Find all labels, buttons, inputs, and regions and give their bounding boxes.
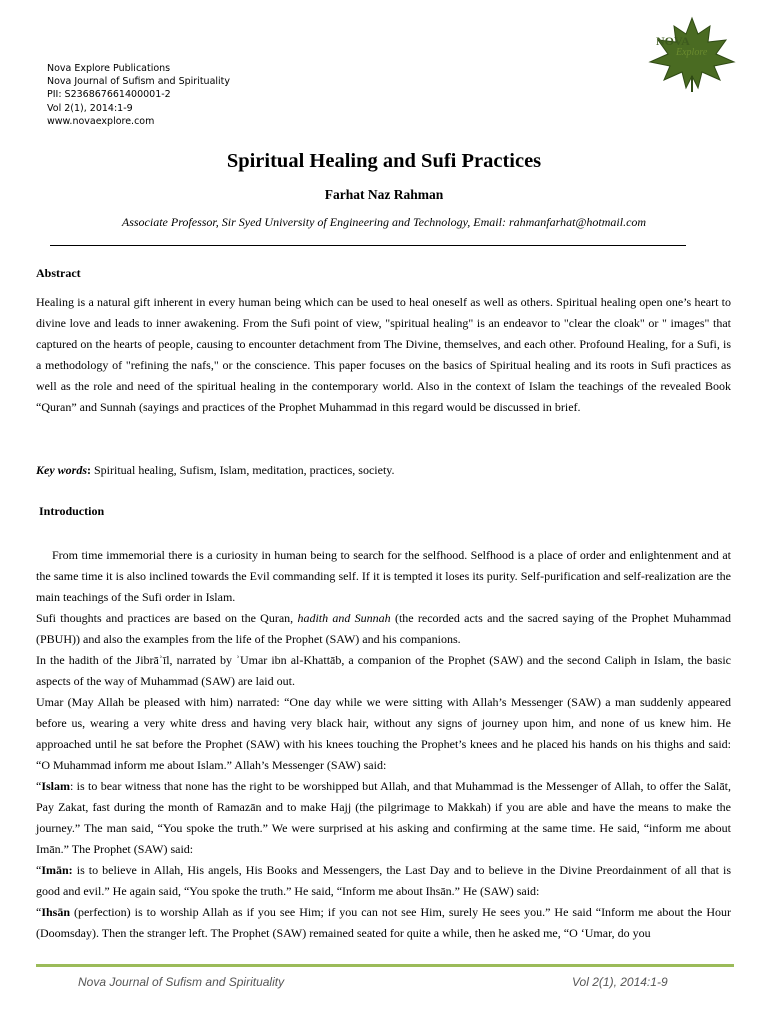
volume-info: Vol 2(1), 2014:1-9 — [47, 102, 133, 114]
footer-volume: Vol 2(1), 2014:1-9 — [572, 975, 668, 989]
footer-journal: Nova Journal of Sufism and Spirituality — [78, 975, 285, 989]
iman-definition: is to believe in Allah, His angels, His Books and Messengers, the Last Day and to believe in the Divine Preordainment of all that is good and evil.” He again said, “You spoke the truth.” He said, “Inform me about Ihsān.” He (SAW) said: — [36, 863, 731, 898]
keywords-line: Key words: Spiritual healing, Sufism, Islam, meditation, practices, society. — [36, 463, 395, 477]
term-islam: Islam — [41, 779, 70, 793]
publisher-name: Nova Explore Publications — [47, 63, 171, 74]
pii-code: PII: S236867661400001-2 — [47, 89, 171, 101]
footer-divider — [36, 964, 734, 967]
ihsan-definition: (perfection) is to worship Allah as if you see Him; if you can not see Him, surely He sees you.” He said “Inform me about the Hour (Doomsday). Then the stranger left. The Prophet (SAW) remained seated for quite a while, then he asked me, “O ‘Umar, do you — [36, 905, 731, 940]
intro-p2-text-a: Sufi thoughts and practices are based on the Quran, — [36, 611, 298, 625]
intro-paragraph-ihsan — [36, 902, 731, 944]
author-affiliation: Associate Professor, Sir Syed University of Engineering and Technology, Email: rahmanfarhat@hotmail.com — [121, 215, 647, 229]
journal-name: Nova Journal of Sufism and Spirituality — [47, 76, 231, 88]
abstract-heading: Abstract — [36, 266, 81, 280]
website-link[interactable]: www.novaexplore.com — [47, 115, 155, 127]
nova-explore-logo — [640, 14, 740, 94]
keywords-text: Spiritual healing, Sufism, Islam, meditation, practices, society. — [94, 463, 395, 477]
author-name: Farhat Naz Rahman — [324, 187, 444, 202]
quote-open: “ — [36, 905, 42, 919]
logo-text: NOVA — [656, 34, 690, 48]
introduction-body — [36, 545, 731, 944]
quote-open: “ — [36, 863, 42, 877]
intro-paragraph-1: From time immemorial there is a curiosity in human being to search for the selfhood. Selfhood is a place of order and enlightenment and at the same time it is also inclined towards the Evil commanding self. If it is tempted it loses its purity. Self-purification and self-realization are the main teachings of the Sufi order in Islam. — [36, 548, 731, 604]
term-iman: Imān: — [41, 863, 73, 877]
introduction-heading: Introduction — [39, 504, 105, 518]
logo-subtext: Explore — [676, 47, 708, 58]
intro-p2-emphasis: hadith and Sunnah — [297, 611, 391, 625]
quote-open: “ — [36, 779, 42, 793]
intro-p2-text-b: (the recorded acts and the sacred saying of the Prophet Muhammad (PBUH)) and also the examples from the life of the Prophet (SAW) and his companions. — [36, 611, 731, 646]
intro-paragraph-3: In the hadith of the Jibrāʾīl, narrated by ʾUmar ibn al-Khattāb, a companion of the Prophet (SAW) and the second Caliph in Islam, the basic aspects of the way of Muhammad (SAW) are laid out. — [36, 653, 731, 688]
intro-paragraph-iman — [36, 860, 731, 902]
abstract-text: Healing is a natural gift inherent in every human being which can be used to heal oneself as well as others. Spiritual healing open one’s heart to divine love and leads to inner awakening. From the Sufi point of view, "spiritual healing" is an endeavor to "clear the cloak" or " images" that captured on the hearts of people, causing to encounter detachment from The Divine, themselves, and each other. Profound Healing, for a Sufi, is a methodology of "refining the nafs," or the conscience. This paper focuses on the basics of Spiritual healing and its roots in Sufi practices as well as the role and need of the spiritual healing in the contemporary world. Also in the context of Islam the teachings of the revealed Book “Quran” and Sunnah (sayings and practices of the Prophet Muhammad in this regard would be discussed in brief. — [36, 295, 731, 414]
keywords-label: Key words — [36, 463, 87, 477]
term-ihsan: Ihsān — [41, 905, 71, 919]
islam-definition: : is to bear witness that none has the right to be worshipped but Allah, and that Muhammad is the Messenger of Allah, to offer the Salāt, Pay Zakat, fast during the month of Ramazān and to make Hajj (the pilgrimage to Makkah) if you are able and have the means to make the journey.” The man said, “You spoke the truth.” We were surprised at his asking and confirming at the same time. He said, “inform me about Imān.” The Prophet (SAW) said: — [36, 779, 731, 856]
intro-paragraph-4: Umar (May Allah be pleased with him) narrated: “One day while we were sitting with Allah’s Messenger (SAW) a man suddenly appeared before us, wearing a very white dress and having very black hair, without any signs of journey upon him, and none of us knew him. He approached until he sat before the Prophet (SAW) with his knees touching the Prophet’s knees and he placed his hands on his thighs and said: “O Muhammad inform me about Islam.” Allah’s Messenger (SAW) said: — [36, 695, 731, 772]
publication-info — [47, 62, 230, 128]
intro-paragraph-islam — [36, 776, 731, 860]
header-divider — [50, 245, 686, 246]
paper-title: Spiritual Healing and Sufi Practices — [226, 150, 542, 172]
intro-paragraph-2 — [36, 608, 731, 650]
